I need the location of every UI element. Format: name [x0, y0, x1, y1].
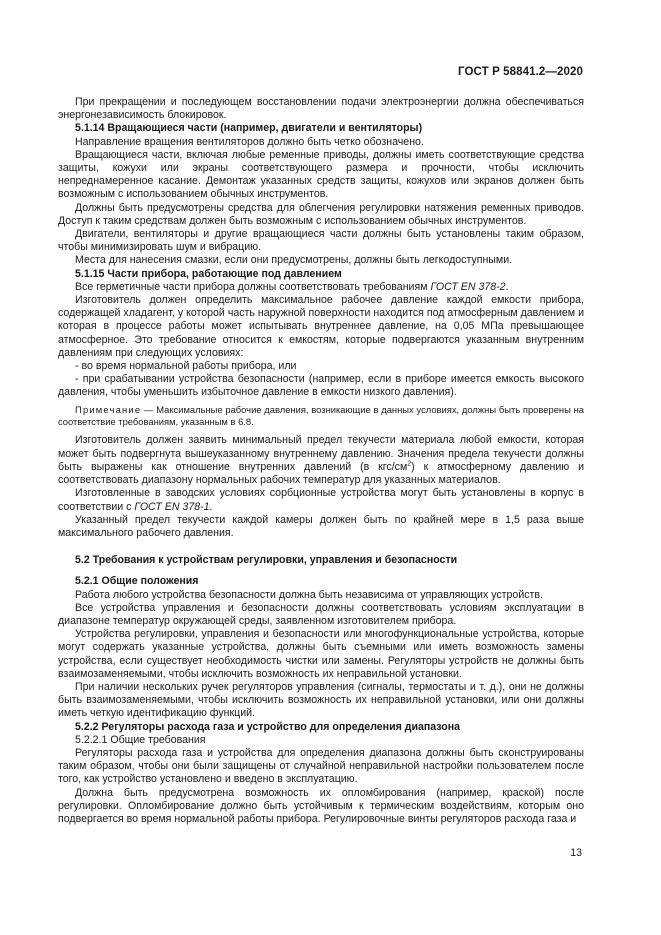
paragraph: Двигатели, вентиляторы и другие вращающиеся части должны быть установлены таким образом, чтобы минимизировать шум и вибрацию.: [58, 228, 584, 254]
paragraph: Устройства регулировки, управления и безопасности или многофункциональные устройства, которые могут содержать указанные устройства, должны быть съемными или иметь возможность замены устройства, если существует необходимость чистки или замены. Регуляторы устройств не должны быть взаимозаменяемыми, чтобы исключить возможность их неправильной установки.: [58, 628, 584, 680]
standard-reference: ГОСТ EN 378-2: [430, 280, 506, 293]
section-heading-5-2-1: 5.2.1 Общие положения: [75, 575, 199, 588]
list-item: - при срабатывании устройства безопасности (например, если в приборе имеется емкость высокого давления, чтобы уменьшить избыточное давление в емкости низкого давления).: [58, 373, 584, 399]
paragraph: Должна быть предусмотрена возможность их опломбирования (например, краской) после регулировки. Опломбирование должно быть устойчивым к термическим воздействиям, которым оно подвергается во время нормальной работы прибора. Регулировочные винты регуляторов расхода газа и: [58, 786, 584, 825]
list-item: - во время нормальной работы прибора, или: [75, 360, 297, 373]
standard-reference: ГОСТ EN 378-1: [134, 500, 210, 513]
paragraph: Направление вращения вентиляторов должно быть четко обозначено.: [75, 135, 424, 148]
note-text: — Максимальные рабочие давления, возникающие в данных условиях, должны быть проверены на соответствие требованиям, указанным в 6.8.: [58, 403, 584, 428]
page-body: [58, 96, 584, 826]
text-run: Все герметичные части прибора должны соответствовать требованиям: [75, 280, 431, 293]
paragraph: Вращающиеся части, включая любые ременные приводы, должны иметь соответствующие средства защиты, кожухи или экраны соответствующего размера и прочности, чтобы исключить непреднамеренное касание. Демонтаж указанных средств защиты, кожухов или экранов должен быть возможным с использованием обычных инструментов.: [58, 148, 584, 201]
paragraph: [58, 434, 584, 487]
section-heading-5-1-15: 5.1.15 Части прибора, работающие под давлением: [75, 267, 342, 280]
paragraph: Места для нанесения смазки, если они предусмотрены, должны быть легкодоступными.: [75, 254, 513, 267]
page-number: 13: [570, 847, 582, 859]
paragraph: При прекращении и последующем восстановлении подачи электроэнергии должна обеспечиваться энергонезависимость блокировок.: [58, 96, 584, 122]
text-run: .: [505, 280, 509, 293]
text-run: ) к атмосферному давлению и соответствовать диапазону нормальных рабочих температур для указанных материалов.: [58, 460, 584, 487]
paragraph: [58, 281, 584, 294]
paragraph: Указанный предел текучести каждой камеры должен быть по крайней мере в 1,5 раза выше максимального рабочего давления.: [58, 513, 584, 539]
text-run: Изготовленные в заводских условиях сорбционные устройства могут быть установлены в корпус в соответствии с: [58, 487, 584, 513]
paragraph: Все устройства управления и безопасности должны соответствовать условиям эксплуатации в диапазоне температур окружающей среды, заявленном изготовителем прибора.: [58, 601, 584, 627]
paragraph: Должны быть предусмотрены средства для облегчения регулировки натяжения ременных приводов. Доступ к таким средствам должен быть возможным с использованием обычных инструментов.: [58, 201, 584, 227]
note: [58, 404, 584, 429]
text-run: Изготовитель должен заявить минимальный предел текучести материала любой емкости, которая может быть подвергнута вышеуказанному внутреннему давлению. Значения предела текучести должны быть выражены как отношение внутренних давлений (в кгс/см: [58, 434, 584, 473]
subsection-heading-5-2-2-1: 5.2.2.1 Общие требования: [75, 733, 206, 746]
paragraph: Работа любого устройства безопасности должна быть независима от управляющих устройств.: [75, 588, 543, 601]
paragraph: Изготовитель должен определить максимальное рабочее давление каждой емкости прибора, содержащей хладагент, у которой часть наружной поверхности находится под атмосферным давлением и которая в процессе работы может испытывать внутреннее давление, на 0,05 МПа превышающее атмосферное. Это требование относится к емкостям, которые подвергаются указанным внутренним давлениям при следующих условиях:: [58, 294, 584, 359]
paragraph: При наличии нескольких ручек регуляторов управления (сигналы, термостаты и т. д.), они не должны быть взаимозаменяемыми, чтобы исключить возможность их неправильной установки, или они должны иметь четкую идентификацию функций.: [58, 680, 584, 720]
section-heading-5-1-14: 5.1.14 Вращающиеся части (например, двигатели и вентиляторы): [75, 122, 423, 135]
section-heading-5-2: 5.2 Требования к устройствам регулировки, управления и безопасности: [75, 554, 458, 567]
doc-code-header: ГОСТ Р 58841.2—2020: [458, 66, 583, 78]
section-heading-5-2-2: 5.2.2 Регуляторы расхода газа и устройство для определения диапазона: [75, 720, 461, 733]
note-label: Примечание: [75, 403, 142, 415]
paragraph: Регуляторы расхода газа и устройства для определения диапазона должны быть сконструированы таким образом, чтобы они были защищены от случайной неправильной настройки пользователем после того, как устройство установлено и введено в эксплуатацию.: [58, 746, 584, 786]
paragraph: [58, 487, 584, 513]
text-run: .: [209, 500, 213, 513]
superscript: 2: [407, 460, 412, 468]
